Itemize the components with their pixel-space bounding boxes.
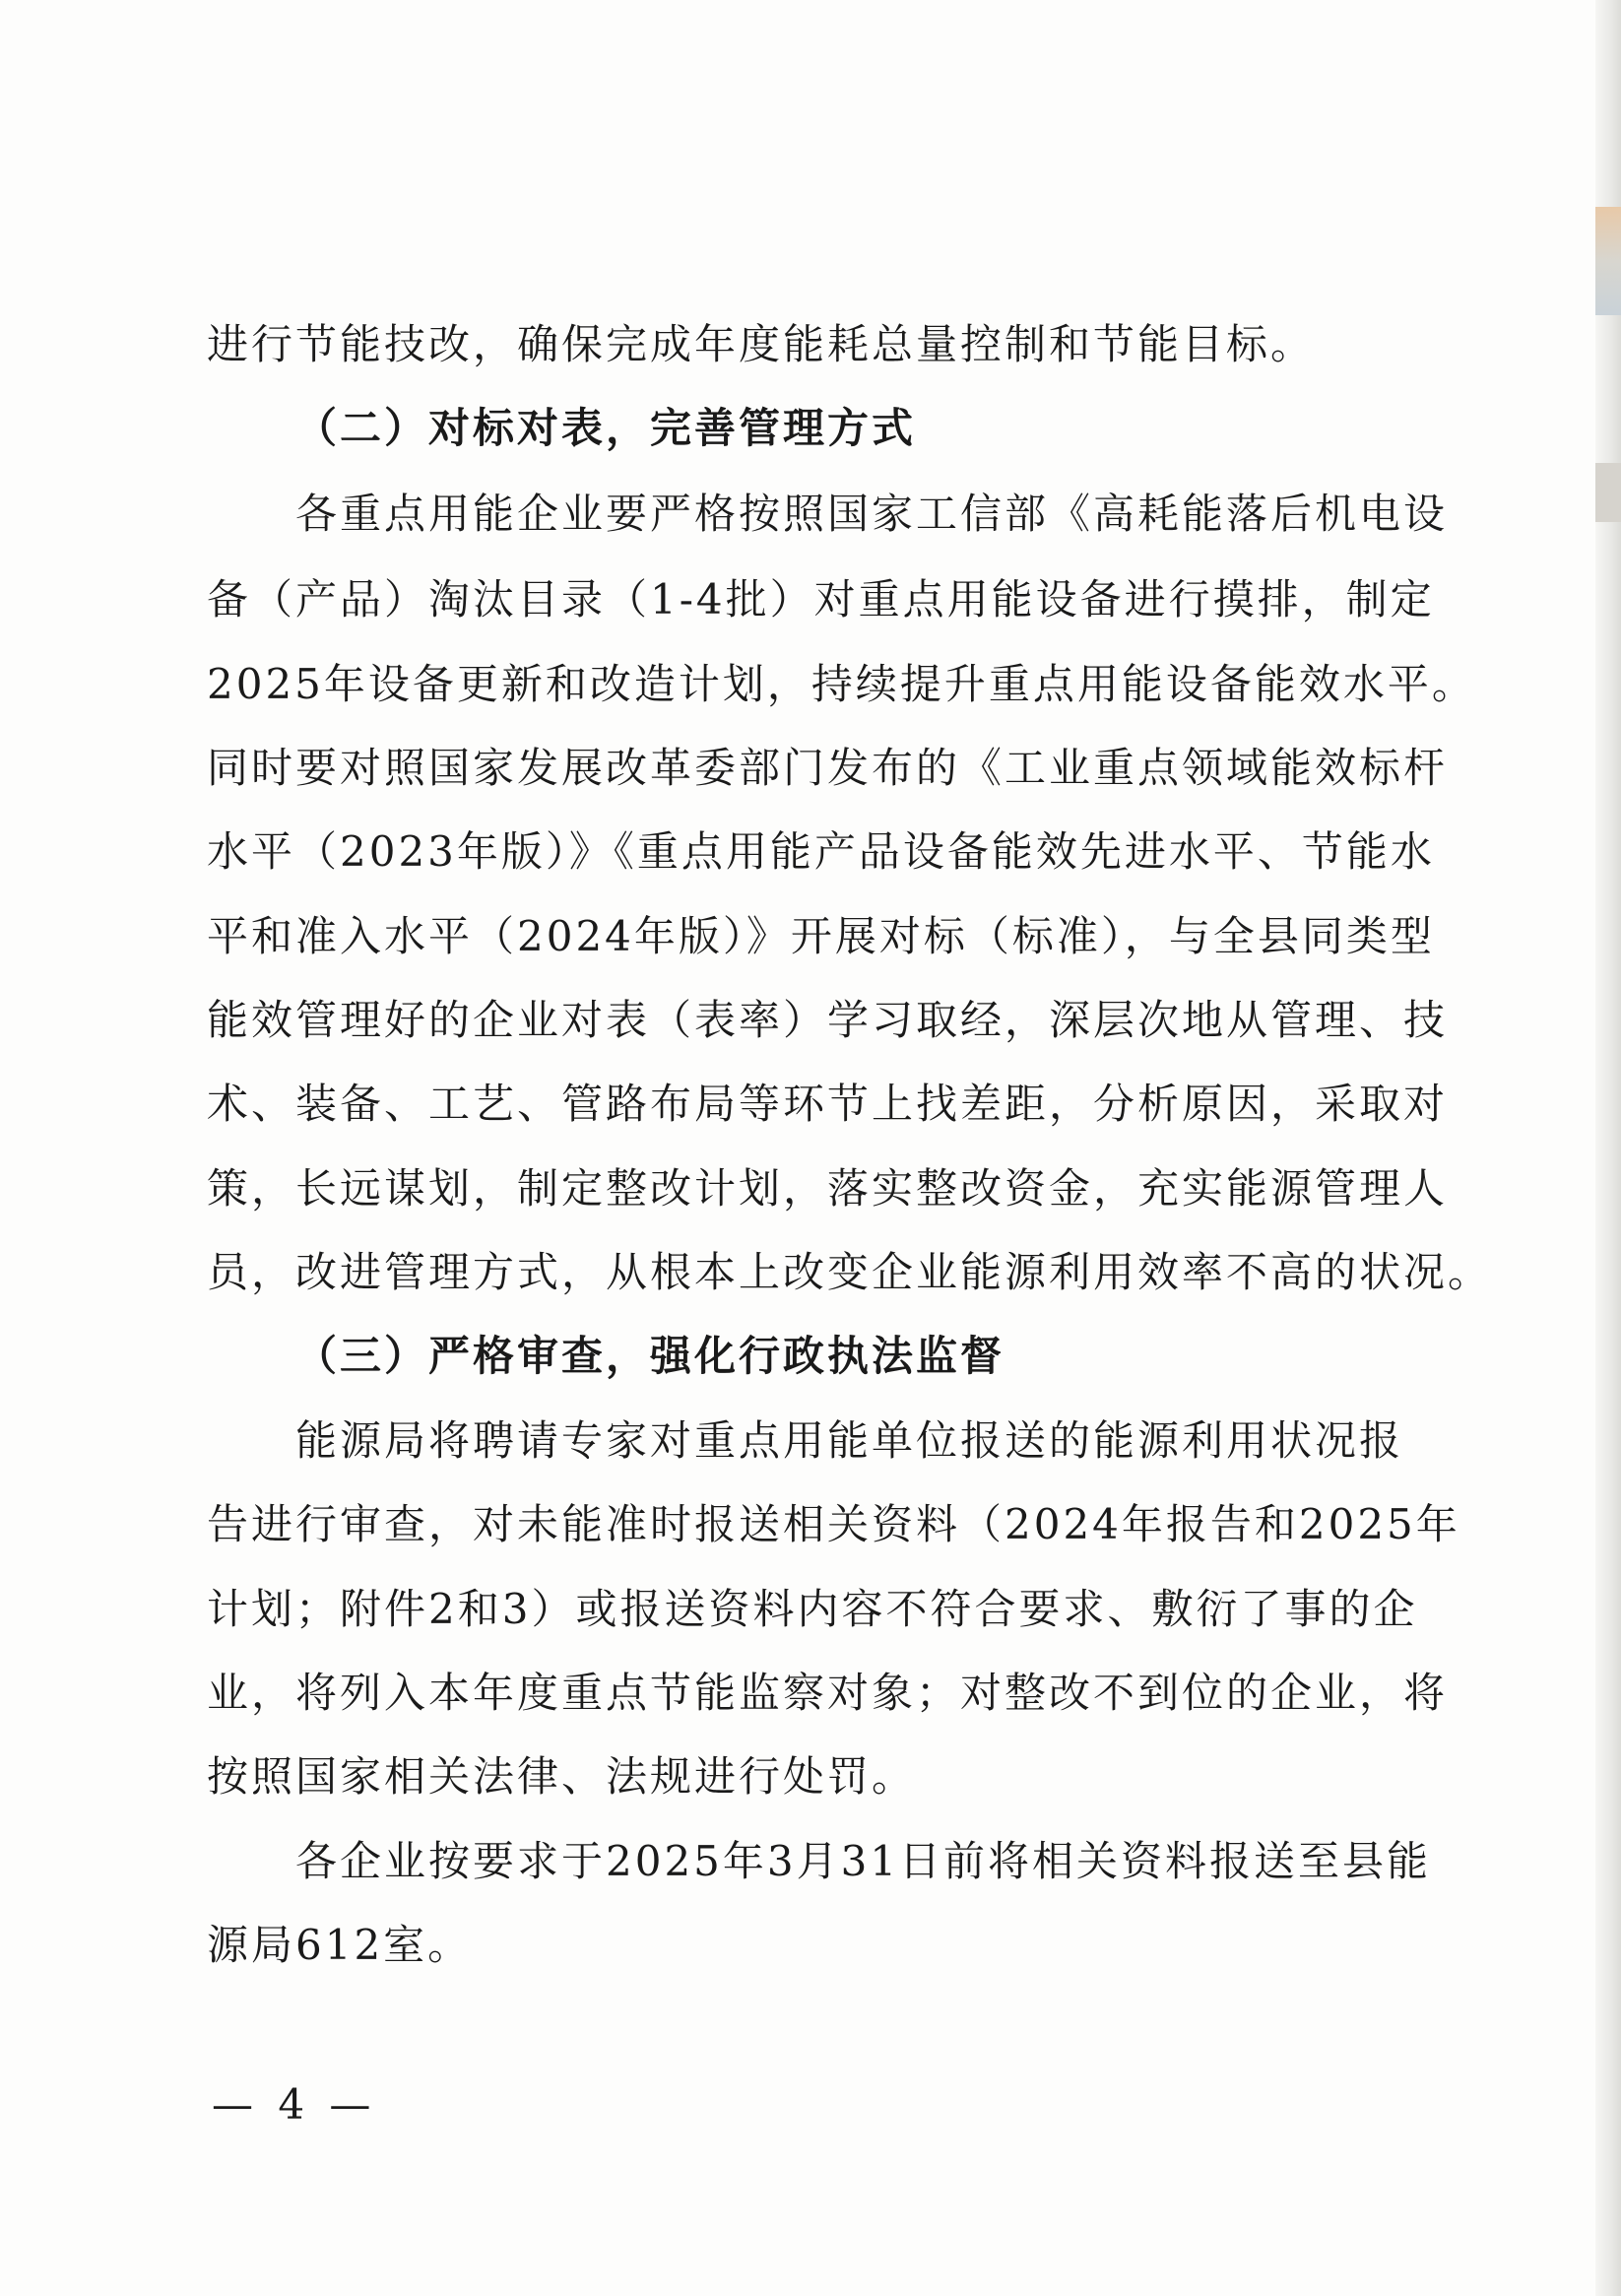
body-line: 术、装备、工艺、管路布局等环节上找差距，分析原因，采取对 [207,1080,1449,1128]
section-heading: （二）对标对表，完善管理方式 [295,404,917,452]
body-line: 同时要对照国家发展改革委部门发布的《工业重点领域能效标杆 [207,744,1449,792]
body-line: 能效管理好的企业对表（表率）学习取经，深层次地从管理、技 [207,996,1449,1044]
body-line: 各企业按要求于2025年3月31日前将相关资料报送至县能 [295,1837,1432,1885]
body-line: 计划；附件2和3）或报送资料内容不符合要求、敷衍了事的企 [207,1585,1418,1633]
body-line: 2025年设备更新和改造计划，持续提升重点用能设备能效水平。 [207,660,1476,708]
body-line: 源局612室。 [207,1921,473,1969]
scan-edge [1595,0,1621,2296]
body-line: 进行节能技改，确保完成年度能耗总量控制和节能目标。 [207,320,1316,368]
body-line: 策，长远谋划，制定整改计划，落实整改资金，充实能源管理人 [207,1164,1449,1213]
body-line: 告进行审查，对未能准时报送相关资料（2024年报告和2025年 [207,1500,1460,1548]
page-number: — 4 — [212,2080,377,2129]
section-heading: （三）严格审查，强化行政执法监督 [295,1332,1005,1380]
body-line: 平和准入水平（2024年版）》开展对标（标准），与全县同类型 [207,912,1435,960]
body-line: 业，将列入本年度重点节能监察对象；对整改不到位的企业，将 [207,1669,1449,1717]
body-line: 按照国家相关法律、法规进行处罚。 [207,1752,917,1801]
scan-artifact [1595,463,1621,522]
body-line: 员，改进管理方式，从根本上改变企业能源利用效率不高的状况。 [207,1248,1493,1296]
body-line: 各重点用能企业要严格按照国家工信部《高耗能落后机电设 [295,490,1449,538]
scan-artifact [1595,207,1621,315]
body-line: 备（产品）淘汰目录（1-4批）对重点用能设备进行摸排，制定 [207,575,1435,623]
body-line: 水平（2023年版）》《重点用能产品设备能效先进水平、节能水 [207,827,1435,876]
body-line: 能源局将聘请专家对重点用能单位报送的能源利用状况报 [295,1416,1404,1465]
